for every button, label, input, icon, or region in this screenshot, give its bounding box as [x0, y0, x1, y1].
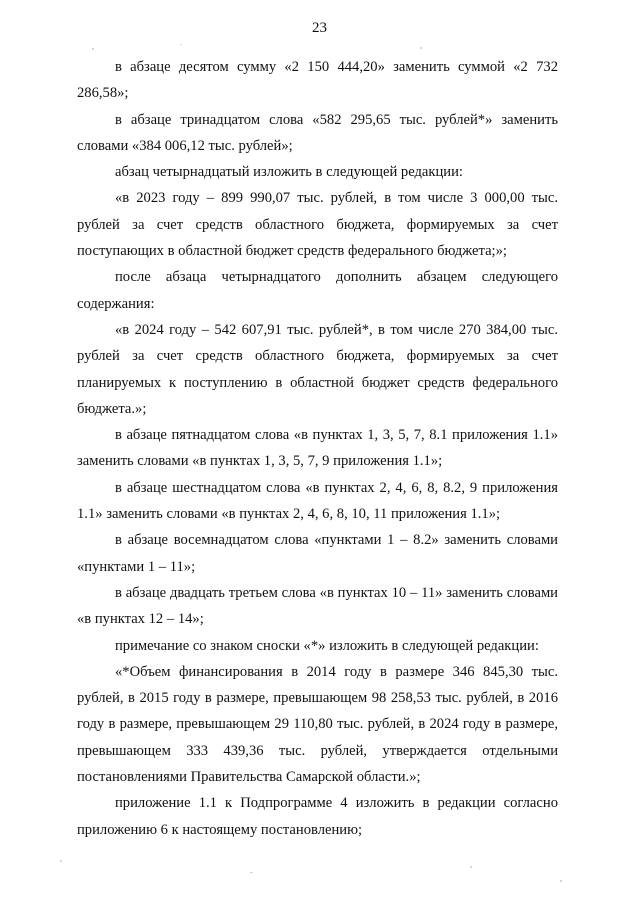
paragraph-6: «в 2024 году – 542 607,91 тыс. рублей*, в том числе 270 384,00 тыс. рублей за счет средств областного бюджета, формируемых за счет планируемых к поступлению в областной бюджет средств федерального бюджета.»; — [77, 321, 558, 417]
scan-speck — [60, 860, 62, 862]
paragraph-9: в абзаце восемнадцатом слова «пунктами 1 – 8.2» заменить словами «пунктами 1 – 11»; — [77, 532, 558, 575]
scan-speck — [180, 44, 182, 45]
scan-speck — [420, 47, 422, 49]
paragraph-2: в абзаце тринадцатом слова «582 295,65 тыс. рублей*» заменить словами «384 006,12 тыс. рублей»; — [77, 111, 558, 154]
paragraph-10: в абзаце двадцать третьем слова «в пунктах 10 – 11» заменить словами «в пунктах 12 – 14»; — [77, 584, 558, 628]
paragraph-1: в абзаце десятом сумму «2 150 444,20» заменить суммой «2 732 286,58»; — [77, 59, 558, 102]
paragraph-8: в абзаце шестнадцатом слова «в пунктах 2, 4, 6, 8, 8.2, 9 приложения 1.1» заменить словами «в пунктах 2, 4, 6, 8, 10, 11 приложения 1.1»; — [77, 479, 558, 523]
page-number: 23 — [312, 20, 327, 36]
paragraph-7: в абзаце пятнадцатом слова «в пунктах 1, 3, 5, 7, 8.1 приложения 1.1» заменить словами «в пунктах 1, 3, 5, 7, 9 приложения 1.1»; — [77, 427, 558, 470]
document-body — [77, 54, 558, 843]
paragraph-4: «в 2023 году – 899 990,07 тыс. рублей, в том числе 3 000,00 тыс. рублей за счет средств областного бюджета, формируемых за счет поступающих в областной бюджет средств федерального бюджета;»; — [77, 190, 558, 260]
scan-speck — [560, 880, 562, 882]
scan-speck — [92, 48, 94, 50]
paragraph-5: после абзаца четырнадцатого дополнить абзацем следующего содержания: — [77, 269, 558, 312]
paragraph-12: «*Объем финансирования в 2014 году в размере 346 845,30 тыс. рублей, в 2015 году в размере, превышающем 98 258,53 тыс. рублей, в 2016 году в размере, превышающем 29 110,80 тыс. рублей, в 2024 году в размере, превышающем 333 439,36 тыс. рублей, утверждается отдельными постановлениями Правительства Самарской области.»; — [77, 663, 558, 786]
scan-speck — [470, 866, 472, 868]
scan-speck — [250, 872, 253, 873]
paragraph-3: абзац четырнадцатый изложить в следующей редакции: — [115, 164, 463, 181]
paragraph-13: приложение 1.1 к Подпрограмме 4 изложить в редакции согласно приложению 6 к настоящему постановлению; — [77, 795, 558, 838]
paragraph-11: примечание со знаком сноски «*» изложить в следующей редакции: — [115, 637, 539, 654]
